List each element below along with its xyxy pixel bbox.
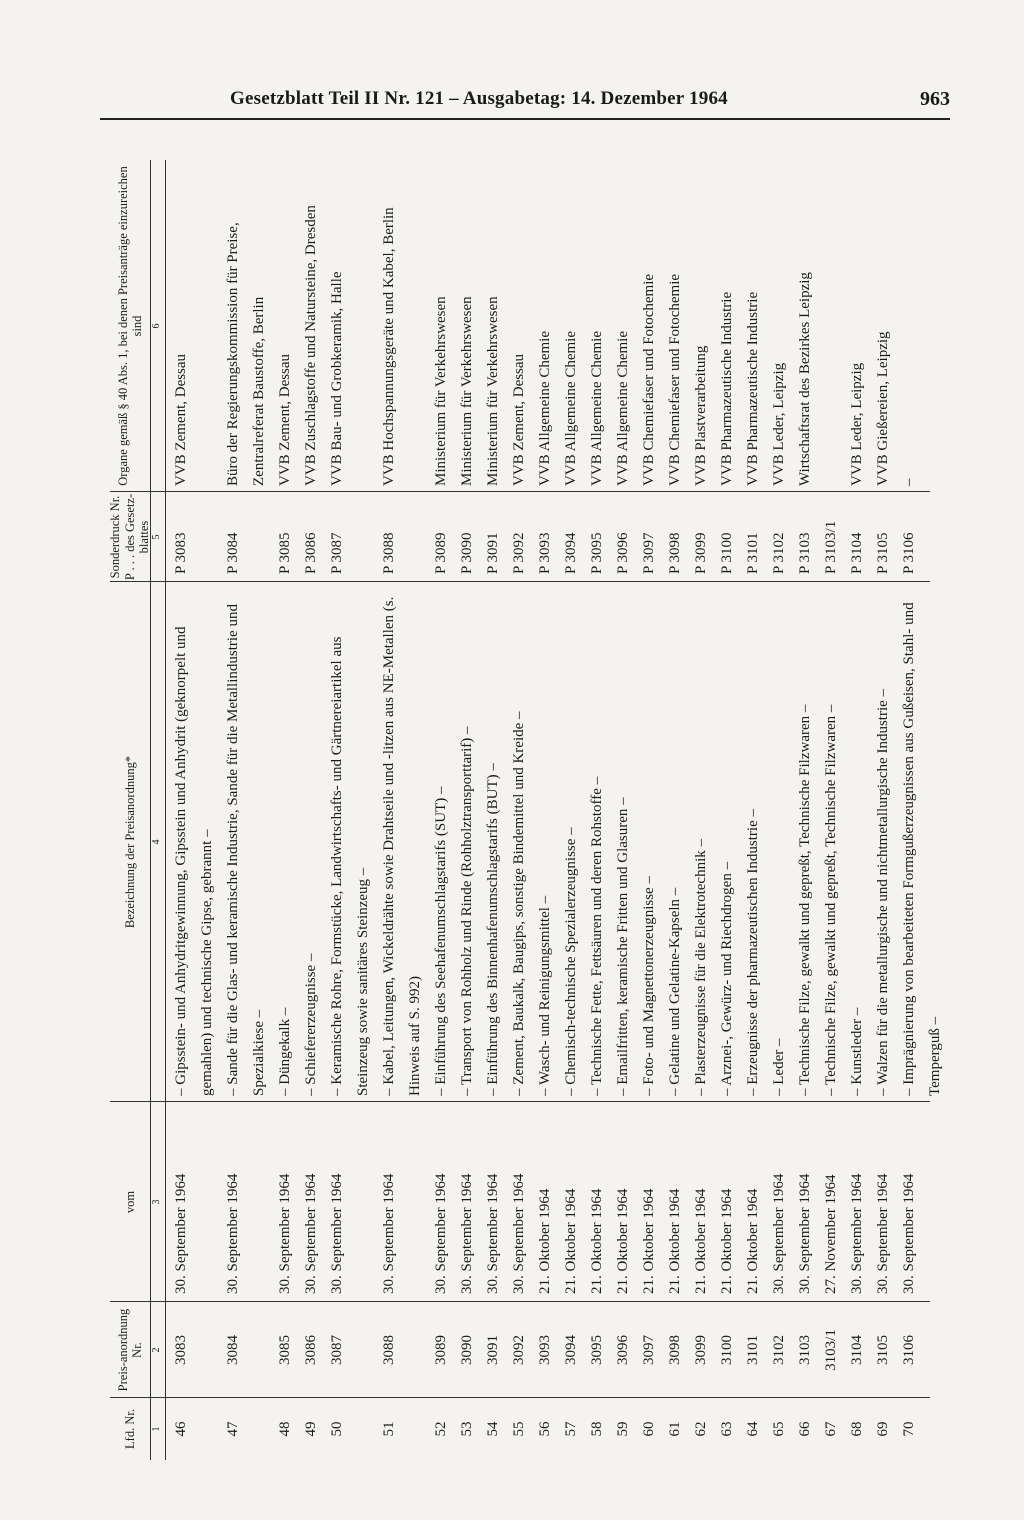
cell-sonderdruck: P 3095 bbox=[589, 532, 605, 574]
cell-vom: 30. September 1964 bbox=[225, 1173, 241, 1294]
cell-preisanordnung-nr: 3086 bbox=[303, 1335, 319, 1365]
cell-sonderdruck: P 3102 bbox=[771, 532, 787, 574]
cell-organe: VVB Leder, Leipzig bbox=[771, 362, 787, 486]
cell-sonderdruck: P 3089 bbox=[433, 532, 449, 574]
cell-lfd-nr: 57 bbox=[563, 1421, 579, 1437]
cell-vom: 30. September 1964 bbox=[901, 1173, 917, 1294]
cell-organe: VVB Zement, Dessau bbox=[277, 353, 293, 486]
column-number: 4 bbox=[151, 839, 162, 845]
cell-lfd-nr: 52 bbox=[433, 1421, 449, 1437]
cell-sonderdruck: P 3086 bbox=[303, 532, 319, 574]
table-row bbox=[558, 160, 584, 1460]
cell-vom: 30. September 1964 bbox=[459, 1173, 475, 1294]
cell-sonderdruck: P 3101 bbox=[745, 532, 761, 574]
table-row bbox=[480, 160, 506, 1460]
column-header-lfd: Lfd. Nr. bbox=[122, 1409, 137, 1449]
column-number-row bbox=[150, 160, 166, 1460]
cell-sonderdruck: P 3083 bbox=[173, 532, 189, 574]
cell-vom: 21. Oktober 1964 bbox=[615, 1188, 631, 1294]
cell-bezeichnung: – Arznei-, Gewürz- und Riechdrogen – bbox=[719, 861, 735, 1096]
table-row bbox=[506, 160, 532, 1460]
cell-lfd-nr: 60 bbox=[641, 1421, 657, 1437]
cell-bezeichnung: – Technische Filze, gewalkt und gepreßt, Technische Filzwaren – bbox=[823, 704, 839, 1096]
cell-preisanordnung-nr: 3105 bbox=[875, 1335, 891, 1365]
cell-bezeichnung: – Keramische Rohre, Formstücke, Landwirtschafts- und Gärtnereiartikel aus Steinzeug sowie sanitäres Steinzeug – bbox=[329, 636, 371, 1096]
cell-bezeichnung: – Emailfritten, keramische Fritten und Glasuren – bbox=[615, 797, 631, 1096]
page-title: Gesetzblatt Teil II Nr. 121 – Ausgabetag: 14. Dezember 1964 bbox=[230, 88, 728, 109]
column-header-bezeichnung: Bezeichnung der Preisanordnung* bbox=[122, 755, 137, 929]
cell-organe: VVB Allgemeine Chemie bbox=[537, 331, 553, 486]
cell-sonderdruck: P 3100 bbox=[719, 532, 735, 574]
cell-vom: 21. Oktober 1964 bbox=[641, 1188, 657, 1294]
cell-vom: 30. September 1964 bbox=[771, 1173, 787, 1294]
cell-bezeichnung: – Foto- und Magnettonerzeugnisse – bbox=[641, 876, 657, 1096]
cell-preisanordnung-nr: 3085 bbox=[277, 1335, 293, 1365]
cell-sonderdruck: P 3096 bbox=[615, 532, 631, 574]
cell-preisanordnung-nr: 3088 bbox=[381, 1335, 397, 1365]
cell-vom: 27. November 1964 bbox=[823, 1174, 839, 1294]
cell-vom: 30. September 1964 bbox=[381, 1173, 397, 1294]
cell-lfd-nr: 68 bbox=[849, 1421, 865, 1437]
table-row bbox=[844, 160, 870, 1460]
cell-lfd-nr: 49 bbox=[303, 1421, 319, 1437]
cell-preisanordnung-nr: 3106 bbox=[901, 1335, 917, 1365]
cell-vom: 30. September 1964 bbox=[485, 1173, 501, 1294]
table-row bbox=[168, 160, 220, 1460]
cell-preisanordnung-nr: 3101 bbox=[745, 1335, 761, 1365]
table-row bbox=[298, 160, 324, 1460]
cell-lfd-nr: 51 bbox=[381, 1421, 397, 1437]
cell-vom: 30. September 1964 bbox=[849, 1173, 865, 1294]
cell-lfd-nr: 48 bbox=[277, 1421, 293, 1437]
cell-organe: VVB Zement, Dessau bbox=[511, 353, 527, 486]
cell-organe: Wirtschaftsrat des Bezirkes Leipzig bbox=[797, 272, 813, 486]
cell-preisanordnung-nr: 3092 bbox=[511, 1335, 527, 1365]
cell-bezeichnung: – Plasterzeugnisse für die Elektrotechnik – bbox=[693, 838, 709, 1096]
column-header-sonderdruck: Sonderdruck Nr. P . . . des Gesetz-blattes bbox=[108, 493, 152, 581]
price-order-table bbox=[108, 160, 943, 1460]
cell-organe: VVB Plastverarbeitung bbox=[693, 345, 709, 486]
column-header-vom: vom bbox=[122, 1190, 137, 1214]
column-number: 2 bbox=[151, 1347, 162, 1353]
cell-bezeichnung: – Leder – bbox=[771, 1038, 787, 1096]
table-row bbox=[636, 160, 662, 1460]
cell-organe: VVB Bau- und Grobkeramik, Halle bbox=[329, 271, 345, 486]
cell-lfd-nr: 47 bbox=[225, 1421, 241, 1437]
cell-vom: 30. September 1964 bbox=[277, 1173, 293, 1294]
cell-preisanordnung-nr: 3091 bbox=[485, 1335, 501, 1365]
cell-vom: 30. September 1964 bbox=[329, 1173, 345, 1294]
cell-organe: VVB Gießereien, Leipzig bbox=[875, 331, 891, 486]
cell-sonderdruck: P 3105 bbox=[875, 532, 891, 574]
cell-bezeichnung: – Erzeugnisse der pharmazeutischen Industrie – bbox=[745, 809, 761, 1096]
cell-bezeichnung: – Schiefererzeugnisse – bbox=[303, 953, 319, 1096]
cell-sonderdruck: P 3084 bbox=[225, 532, 241, 574]
cell-bezeichnung: – Walzen für die metallurgische und nichtmetallurgische Industrie – bbox=[875, 688, 891, 1096]
cell-organe: VVB Zuschlagstoffe und Natursteine, Dresden bbox=[303, 205, 319, 486]
table-row bbox=[376, 160, 428, 1460]
cell-sonderdruck: P 3091 bbox=[485, 532, 501, 574]
cell-preisanordnung-nr: 3099 bbox=[693, 1335, 709, 1365]
cell-organe: Ministerium für Verkehrswesen bbox=[433, 296, 449, 486]
cell-organe: Ministerium für Verkehrswesen bbox=[485, 296, 501, 486]
cell-bezeichnung: – Wasch- und Reinigungsmittel – bbox=[537, 895, 553, 1096]
cell-bezeichnung: – Kunstleder – bbox=[849, 1007, 865, 1096]
cell-vom: 21. Oktober 1964 bbox=[667, 1188, 683, 1294]
cell-preisanordnung-nr: 3094 bbox=[563, 1335, 579, 1365]
table-body bbox=[168, 160, 943, 1460]
cell-lfd-nr: 56 bbox=[537, 1421, 553, 1437]
cell-lfd-nr: 62 bbox=[693, 1421, 709, 1437]
column-header-preisanordnung: Preis-anordnung Nr. bbox=[115, 1308, 144, 1392]
cell-sonderdruck: P 3103 bbox=[797, 532, 813, 574]
cell-organe: VVB Leder, Leipzig bbox=[849, 362, 865, 486]
cell-preisanordnung-nr: 3097 bbox=[641, 1335, 657, 1365]
cell-sonderdruck: P 3092 bbox=[511, 532, 527, 574]
cell-preisanordnung-nr: 3087 bbox=[329, 1335, 345, 1365]
cell-bezeichnung: – Technische Fette, Fettsäuren und deren Rohstoffe – bbox=[589, 776, 605, 1096]
cell-preisanordnung-nr: 3103 bbox=[797, 1335, 813, 1365]
cell-lfd-nr: 58 bbox=[589, 1421, 605, 1437]
cell-lfd-nr: 67 bbox=[823, 1421, 839, 1437]
cell-organe: VVB Pharmazeutische Industrie bbox=[745, 291, 761, 486]
cell-organe: Büro der Regierungskommission für Preise, Zentralreferat Baustoffe, Berlin bbox=[225, 222, 267, 486]
cell-preisanordnung-nr: 3096 bbox=[615, 1335, 631, 1365]
table-row bbox=[532, 160, 558, 1460]
cell-vom: 21. Oktober 1964 bbox=[563, 1188, 579, 1294]
cell-sonderdruck: P 3097 bbox=[641, 532, 657, 574]
cell-sonderdruck: P 3098 bbox=[667, 532, 683, 574]
cell-bezeichnung: – Einführung des Binnenhafenumschlagstarifs (BUT) – bbox=[485, 763, 501, 1096]
cell-sonderdruck: P 3085 bbox=[277, 532, 293, 574]
table-row bbox=[688, 160, 714, 1460]
cell-bezeichnung: – Kabel, Leitungen, Wickeldrähte sowie Drahtseile und -litzen aus NE-Metallen (s. Hinweis auf S. 992) bbox=[381, 596, 423, 1096]
table-row bbox=[584, 160, 610, 1460]
cell-preisanordnung-nr: 3090 bbox=[459, 1335, 475, 1365]
cell-bezeichnung: – Transport von Rohholz und Rinde (Rohholztransporttarif) – bbox=[459, 726, 475, 1096]
cell-bezeichnung: – Technische Filze, gewalkt und gepreßt, Technische Filzwaren – bbox=[797, 704, 813, 1096]
table-row bbox=[792, 160, 818, 1460]
table-row bbox=[454, 160, 480, 1460]
cell-sonderdruck: P 3090 bbox=[459, 532, 475, 574]
table-row bbox=[740, 160, 766, 1460]
cell-organe: VVB Zement, Dessau bbox=[173, 353, 189, 486]
cell-lfd-nr: 54 bbox=[485, 1421, 501, 1437]
table-row bbox=[662, 160, 688, 1460]
cell-vom: 30. September 1964 bbox=[433, 1173, 449, 1294]
cell-lfd-nr: 61 bbox=[667, 1421, 683, 1437]
table-row bbox=[896, 160, 948, 1460]
cell-lfd-nr: 53 bbox=[459, 1421, 475, 1437]
cell-lfd-nr: 65 bbox=[771, 1421, 787, 1437]
cell-lfd-nr: 63 bbox=[719, 1421, 735, 1437]
cell-bezeichnung: – Gipsstein- und Anhydritgewinnung, Gipsstein und Anhydrit (geknorpelt und gemahlen) und technische Gipse, gebrannt – bbox=[173, 626, 215, 1096]
column-number: 1 bbox=[151, 1426, 162, 1432]
table-row bbox=[272, 160, 298, 1460]
cell-bezeichnung: – Zement, Baukalk, Baugips, sonstige Bindemittel und Kreide – bbox=[511, 711, 527, 1096]
cell-lfd-nr: 55 bbox=[511, 1421, 527, 1437]
column-number: 5 bbox=[151, 534, 162, 540]
cell-bezeichnung: – Gelatine und Gelatine-Kapseln – bbox=[667, 887, 683, 1096]
cell-vom: 30. September 1964 bbox=[173, 1173, 189, 1294]
cell-vom: 30. September 1964 bbox=[797, 1173, 813, 1294]
cell-lfd-nr: 50 bbox=[329, 1421, 345, 1437]
cell-sonderdruck: P 3106 bbox=[901, 532, 917, 574]
table-row bbox=[610, 160, 636, 1460]
cell-preisanordnung-nr: 3098 bbox=[667, 1335, 683, 1365]
column-number: 6 bbox=[151, 323, 162, 329]
column-number: 3 bbox=[151, 1199, 162, 1205]
cell-sonderdruck: P 3099 bbox=[693, 532, 709, 574]
cell-sonderdruck: P 3087 bbox=[329, 532, 345, 574]
cell-bezeichnung: – Sande für die Glas- und keramische Industrie, Sande für die Metallindustrie und Spezialkiese – bbox=[225, 604, 267, 1096]
cell-organe: Ministerium für Verkehrswesen bbox=[459, 296, 475, 486]
cell-bezeichnung: – Einführung des Seehafenumschlagstarifs (SUT) – bbox=[433, 786, 449, 1096]
cell-bezeichnung: – Chemisch-technische Spezialerzeugnisse – bbox=[563, 827, 579, 1096]
cell-organe: VVB Pharmazeutische Industrie bbox=[719, 291, 735, 486]
cell-vom: 21. Oktober 1964 bbox=[537, 1188, 553, 1294]
cell-preisanordnung-nr: 3095 bbox=[589, 1335, 605, 1365]
table-row bbox=[714, 160, 740, 1460]
column-header-organe: Organe gemäß § 40 Abs. 1, bei denen Preisanträge einzureichen sind bbox=[115, 166, 144, 486]
table-row bbox=[428, 160, 454, 1460]
cell-organe: VVB Allgemeine Chemie bbox=[563, 331, 579, 486]
cell-preisanordnung-nr: 3100 bbox=[719, 1335, 735, 1365]
cell-vom: 21. Oktober 1964 bbox=[745, 1188, 761, 1294]
cell-preisanordnung-nr: 3093 bbox=[537, 1335, 553, 1365]
cell-preisanordnung-nr: 3083 bbox=[173, 1335, 189, 1365]
cell-sonderdruck: P 3104 bbox=[849, 532, 865, 574]
cell-lfd-nr: 46 bbox=[173, 1421, 189, 1437]
cell-bezeichnung: – Imprägnierung von bearbeiteten Formgußerzeugnissen aus Gußeisen, Stahl- und Temperguß – bbox=[901, 602, 943, 1096]
table-row bbox=[220, 160, 272, 1460]
table-row bbox=[818, 160, 844, 1460]
page-header bbox=[100, 88, 950, 120]
cell-organe: – bbox=[901, 478, 917, 486]
cell-preisanordnung-nr: 3084 bbox=[225, 1335, 241, 1365]
cell-bezeichnung: – Düngekalk – bbox=[277, 1007, 293, 1096]
cell-sonderdruck: P 3093 bbox=[537, 532, 553, 574]
cell-vom: 21. Oktober 1964 bbox=[693, 1188, 709, 1294]
cell-preisanordnung-nr: 3089 bbox=[433, 1335, 449, 1365]
cell-vom: 30. September 1964 bbox=[875, 1173, 891, 1294]
page-number: 963 bbox=[920, 88, 950, 110]
cell-organe: VVB Chemiefaser und Fotochemie bbox=[667, 273, 683, 486]
cell-organe: VVB Hochspannungsgeräte und Kabel, Berlin bbox=[381, 207, 397, 486]
cell-lfd-nr: 64 bbox=[745, 1421, 761, 1437]
table-row bbox=[870, 160, 896, 1460]
cell-sonderdruck: P 3088 bbox=[381, 532, 397, 574]
cell-organe: VVB Allgemeine Chemie bbox=[615, 331, 631, 486]
cell-lfd-nr: 70 bbox=[901, 1421, 917, 1437]
cell-sonderdruck: P 3094 bbox=[563, 532, 579, 574]
cell-vom: 30. September 1964 bbox=[511, 1173, 527, 1294]
cell-lfd-nr: 66 bbox=[797, 1421, 813, 1437]
cell-preisanordnung-nr: 3102 bbox=[771, 1335, 787, 1365]
cell-organe: VVB Chemiefaser und Fotochemie bbox=[641, 273, 657, 486]
table-row bbox=[324, 160, 376, 1460]
table-row bbox=[766, 160, 792, 1460]
cell-preisanordnung-nr: 3103/1 bbox=[823, 1329, 839, 1371]
cell-vom: 21. Oktober 1964 bbox=[719, 1188, 735, 1294]
cell-vom: 30. September 1964 bbox=[303, 1173, 319, 1294]
cell-vom: 21. Oktober 1964 bbox=[589, 1188, 605, 1294]
cell-preisanordnung-nr: 3104 bbox=[849, 1335, 865, 1365]
cell-lfd-nr: 59 bbox=[615, 1421, 631, 1437]
cell-sonderdruck: P 3103/1 bbox=[823, 520, 839, 574]
cell-lfd-nr: 69 bbox=[875, 1421, 891, 1437]
cell-organe: VVB Allgemeine Chemie bbox=[589, 331, 605, 486]
